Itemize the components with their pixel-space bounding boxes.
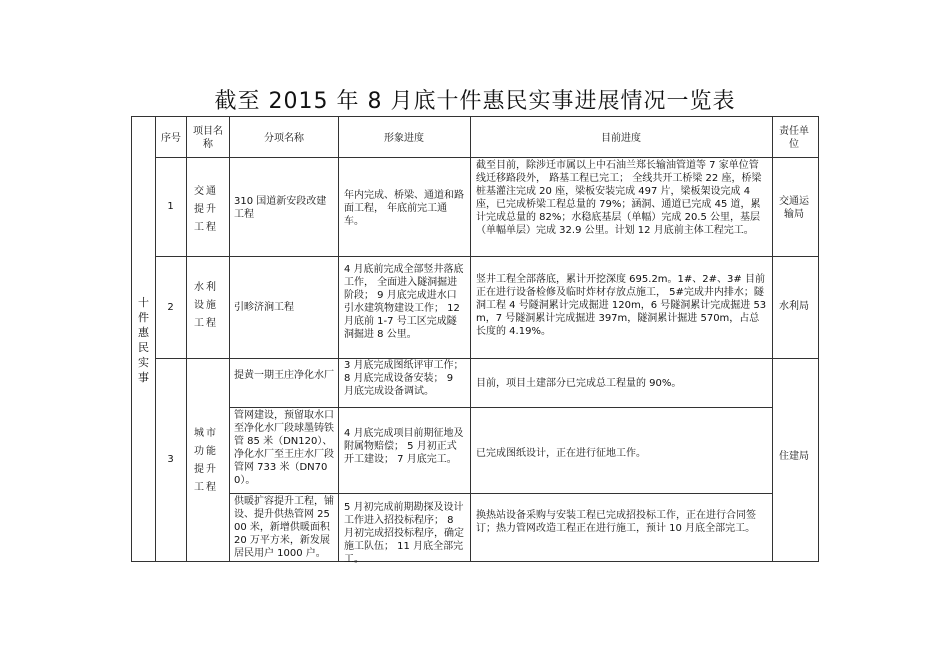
row-current: 已完成图纸设计，正在进行征地工作。 (476, 448, 646, 459)
row-target: 3 月底完成图纸评审工作； 8 月底完成设备安装； 9 月底完成设备调试。 (344, 360, 464, 397)
row-target: 5 月初完成前期勘探及设计工作进入招投标程序； 8 月初完成招投标程序，确定施工队伍； 11 月底全部完工。 (344, 502, 464, 565)
row-subitem: 310 国道新安段改建工程 (234, 196, 327, 220)
row-target: 年内完成、桥梁、通道和路面工程， 年底前完工通车。 (344, 190, 464, 227)
page-title: 截至 2015 年 8 月底十件惠民实事进展情况一览表 (214, 89, 736, 114)
row-target: 4 月底前完成全部竖井落底工作， 全面进入隧洞掘进阶段； 9 月底完成进水口引水建筑物建设工作； 12 月底前 1-7 号工区完成隧洞掘进 8 公里。 (344, 264, 464, 340)
row-index: 1 (167, 201, 174, 212)
header-subitem: 分项名称 (264, 132, 304, 144)
header-target: 形象进度 (384, 132, 424, 144)
group-label: 十件惠民实事 (138, 296, 149, 384)
row-index: 2 (167, 301, 174, 313)
row-subitem: 管网建设，预留取水口至净化水厂段球墨铸铁管 85 米（DN120）、净化水厂至王庄水厂段管网 733 米（DN700）。 (234, 410, 334, 486)
row-target: 4 月底完成项目前期征地及附属物赔偿； 5 月初正式开工建设； 7 月底完工。 (344, 428, 464, 465)
header-index: 序号 (161, 132, 181, 144)
row-subitem: 供暖扩容提升工程，铺设、提升供热管网 2500 米，新增供暖面积 20 万平方米，新发展居民用户 1000 户。 (234, 496, 334, 559)
row-dept: 水利局 (779, 300, 809, 312)
row-subitem: 提黄一期王庄净化水厂 (234, 370, 334, 381)
header-current: 目前进度 (601, 132, 641, 144)
row-dept: 交通运输局 (779, 196, 809, 220)
row-project: 交通提升工程 (194, 186, 218, 233)
progress-table (131, 116, 819, 565)
header-project: 项目名称 (193, 126, 223, 150)
row-subitem: 引畛济涧工程 (234, 302, 294, 313)
row-project: 水利设施工程 (194, 282, 218, 329)
row-current: 换热站设备采购与安装工程已完成招投标工作，正在进行合同签订；热力管网改造工程正在进行施工，预计 10 月底全部完工。 (476, 510, 756, 534)
row-current: 目前，项目土建部分已完成总工程量的 90%。 (476, 378, 682, 389)
row-index: 3 (167, 454, 174, 465)
row-dept: 住建局 (779, 450, 809, 462)
row-current: 竖井工程全部落底，累计开挖深度 695.2m。1#、2#、3# 目前正在进行设备检修及临时炸材存放点施工， 5#完成井内排水；隧洞工程 4 号隧洞累计完成掘进 120m，6 号隧洞累计完成掘进 53m，7 号隧洞累计完成掘进 397m，隧洞累计掘进 570m，占总长度的 4.19%。 (476, 274, 767, 337)
row-project: 城市功能提升工程 (194, 428, 218, 493)
row-current: 截至目前，除涉迁市属以上中石油兰郑长输油管道等 7 家单位管线迁移路段外， 路基工程已完工； 全线共开工桥梁 22 座，桥梁桩基灌注完成 20 座，梁板安装完成 497 片，梁板架设完成 4 座，已完成桥梁工程总量的 79%；涵洞、通道已完成 45 道，累计完成总量的 82%；水稳底基层（单幅）完成 20.5 公里，基层（单幅单层）完成 32.9 公里。计划 12 月底前主体工程完工。 (476, 160, 762, 236)
header-dept: 责任单位 (779, 126, 809, 150)
